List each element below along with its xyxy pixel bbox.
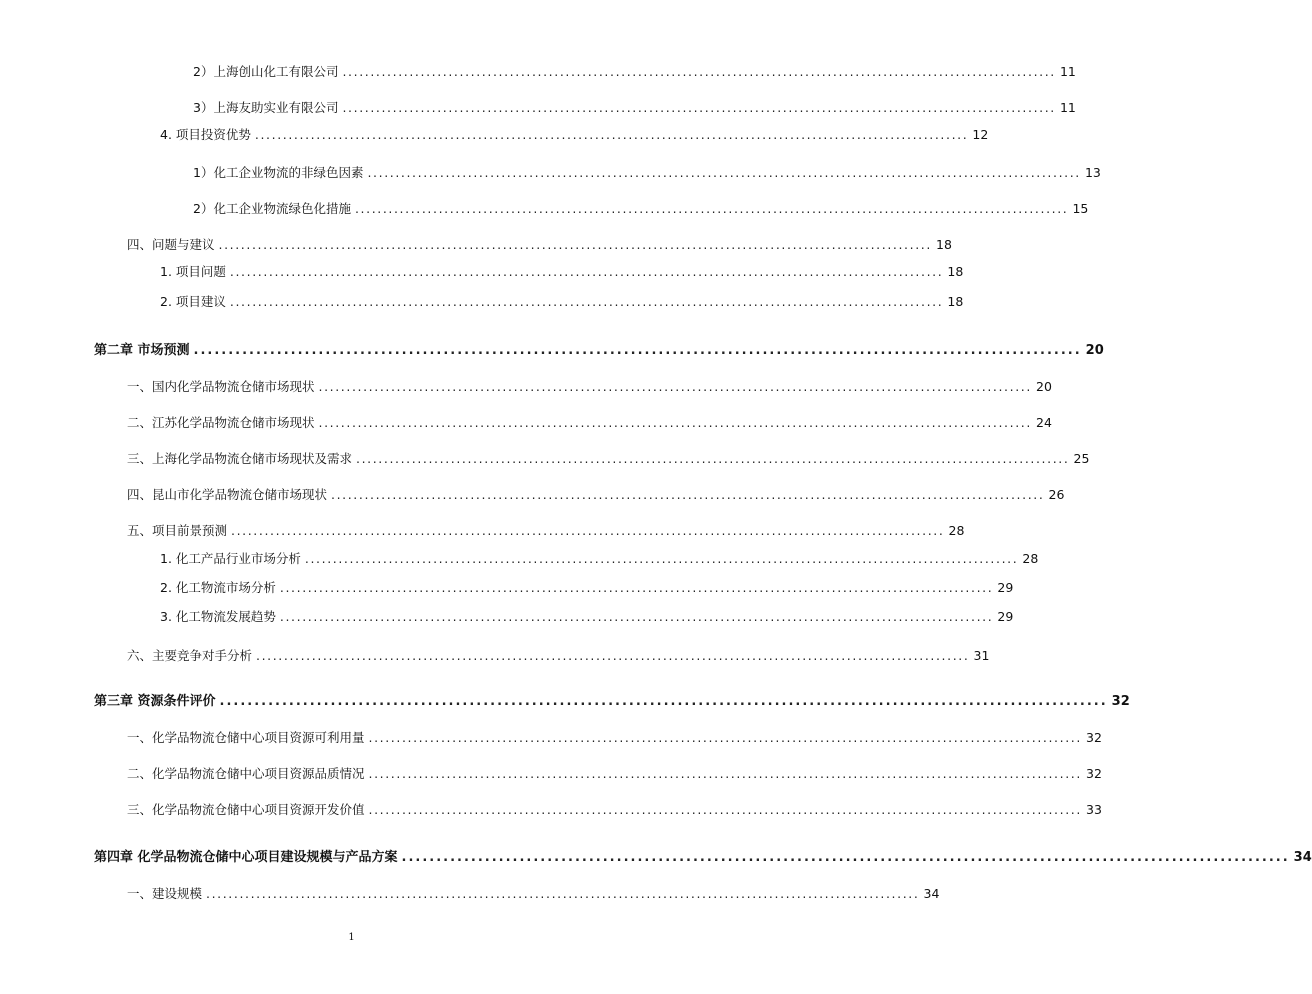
- toc-leader-dots: ................................................................................................................................: [356, 451, 1070, 466]
- toc-entry-title: 2）上海创山化工有限公司: [193, 64, 339, 79]
- toc-entry[interactable]: [160, 609, 1014, 625]
- toc-entry-title: 六、主要竞争对手分析: [127, 648, 253, 663]
- toc-entry-page: 15: [1072, 201, 1089, 216]
- toc-entry-title: 1. 化工产品行业市场分析: [160, 551, 301, 566]
- toc-entry-page: 28: [948, 523, 965, 538]
- toc-entry-page: 11: [1059, 100, 1076, 115]
- toc-leader-dots: ................................................................................................................................: [331, 487, 1045, 502]
- toc-chapter-entry[interactable]: [94, 694, 1130, 710]
- toc-entry[interactable]: [193, 165, 1101, 181]
- toc-entry-title: 1）化工企业物流的非绿色因素: [193, 165, 364, 180]
- toc-entry-page: 32: [1111, 694, 1130, 709]
- toc-leader-dots: ................................................................................................................................: [368, 730, 1082, 745]
- toc-entry-page: 34: [1293, 850, 1312, 865]
- toc-entry-title: 二、化学品物流仓储中心项目资源品质情况: [127, 766, 365, 781]
- toc-entry[interactable]: [160, 264, 964, 280]
- toc-leader-dots: ................................................................................................................................: [368, 766, 1082, 781]
- toc-entry[interactable]: [193, 201, 1089, 217]
- toc-leader-dots: ................................................................................................................................: [254, 127, 969, 142]
- toc-leader-dots: ................................................................................................................................: [279, 609, 994, 624]
- toc-entry-page: 32: [1086, 766, 1102, 781]
- toc-entry-page: 26: [1048, 487, 1065, 502]
- toc-entry[interactable]: [127, 730, 1102, 746]
- toc-leader-dots: ................................................................................................................................: [206, 886, 920, 901]
- page-number: 1: [348, 932, 355, 943]
- toc-entry[interactable]: [127, 766, 1102, 782]
- toc-entry-title: 3）上海友助实业有限公司: [193, 100, 339, 115]
- toc-entry-title: 2）化工企业物流绿色化措施: [193, 201, 351, 216]
- toc-entry-page: 34: [923, 886, 940, 901]
- toc-entry-page: 32: [1086, 730, 1102, 745]
- toc-leader-dots: ................................................................................................................................: [218, 237, 932, 252]
- toc-entry-title: 四、问题与建议: [127, 237, 215, 252]
- toc-entry[interactable]: [127, 451, 1090, 467]
- toc-entry-page: 18: [947, 264, 964, 279]
- toc-entry-title: 四、昆山市化学品物流仓储市场现状: [127, 487, 328, 502]
- toc-leader-dots: ................................................................................................................................: [229, 294, 944, 309]
- toc-entry-page: 12: [972, 127, 989, 142]
- toc-leader-dots: ................................................................................................................................: [219, 694, 1108, 709]
- toc-chapter-entry[interactable]: [94, 343, 1104, 359]
- toc-entry-page: 29: [997, 580, 1014, 595]
- toc-entry-page: 31: [973, 648, 990, 663]
- toc-chapter-entry[interactable]: [94, 850, 1312, 866]
- toc-entry-title: 3. 化工物流发展趋势: [160, 609, 276, 624]
- toc-entry-title: 一、国内化学品物流仓储市场现状: [127, 379, 315, 394]
- toc-entry-title: 第三章 资源条件评价: [94, 694, 216, 709]
- toc-entry-page: 18: [936, 237, 952, 252]
- toc-entry[interactable]: [127, 487, 1065, 503]
- toc-entry[interactable]: [127, 802, 1102, 818]
- toc-leader-dots: ................................................................................................................................: [354, 201, 1069, 216]
- toc-leader-dots: ................................................................................................................................: [368, 802, 1082, 817]
- toc-entry-title: 一、化学品物流仓储中心项目资源可利用量: [127, 730, 365, 745]
- toc-entry-page: 24: [1036, 415, 1052, 430]
- toc-leader-dots: ................................................................................................................................: [318, 379, 1032, 394]
- toc-entry-title: 五、项目前景预测: [127, 523, 228, 538]
- toc-entry-title: 三、化学品物流仓储中心项目资源开发价值: [127, 802, 365, 817]
- toc-entry[interactable]: [127, 648, 990, 664]
- toc-entry-page: 18: [947, 294, 964, 309]
- toc-entry-page: 13: [1084, 165, 1101, 180]
- toc-entry[interactable]: [160, 127, 989, 143]
- toc-entry[interactable]: [160, 551, 1039, 567]
- toc-entry-title: 2. 化工物流市场分析: [160, 580, 276, 595]
- toc-entry-title: 第四章 化学品物流仓储中心项目建设规模与产品方案: [94, 850, 398, 865]
- toc-entry[interactable]: [160, 580, 1014, 596]
- toc-leader-dots: ................................................................................................................................: [342, 64, 1056, 79]
- toc-entry-title: 2. 项目建议: [160, 294, 226, 309]
- toc-entry[interactable]: [127, 886, 940, 902]
- toc-leader-dots: ................................................................................................................................: [367, 165, 1081, 180]
- toc-entry-page: 33: [1086, 802, 1102, 817]
- toc-entry[interactable]: [127, 379, 1052, 395]
- toc-leader-dots: ................................................................................................................................: [401, 850, 1290, 865]
- toc-entry-title: 二、江苏化学品物流仓储市场现状: [127, 415, 315, 430]
- toc-leader-dots: ................................................................................................................................: [193, 343, 1082, 358]
- toc-entry[interactable]: [127, 523, 965, 539]
- toc-entry[interactable]: [160, 294, 964, 310]
- toc-entry-title: 三、上海化学品物流仓储市场现状及需求: [127, 451, 353, 466]
- toc-entry[interactable]: [193, 100, 1076, 116]
- toc-entry-title: 第二章 市场预测: [94, 343, 190, 358]
- toc-entry-page: 11: [1059, 64, 1076, 79]
- toc-entry-page: 25: [1073, 451, 1090, 466]
- toc-leader-dots: ................................................................................................................................: [256, 648, 970, 663]
- toc-entry[interactable]: [127, 415, 1052, 431]
- toc-leader-dots: ................................................................................................................................: [342, 100, 1056, 115]
- toc-entry-page: 20: [1036, 379, 1052, 394]
- toc-entry-title: 4. 项目投资优势: [160, 127, 251, 142]
- toc-leader-dots: ................................................................................................................................: [318, 415, 1032, 430]
- toc-entry-title: 1. 项目问题: [160, 264, 226, 279]
- toc-entry[interactable]: [127, 237, 952, 253]
- toc-entry-page: 20: [1085, 343, 1104, 358]
- toc-leader-dots: ................................................................................................................................: [279, 580, 994, 595]
- toc-leader-dots: ................................................................................................................................: [229, 264, 944, 279]
- toc-entry[interactable]: [193, 64, 1076, 80]
- toc-leader-dots: ................................................................................................................................: [231, 523, 945, 538]
- toc-leader-dots: ................................................................................................................................: [304, 551, 1019, 566]
- toc-entry-page: 29: [997, 609, 1014, 624]
- toc-entry-page: 28: [1022, 551, 1039, 566]
- toc-entry-title: 一、建设规模: [127, 886, 203, 901]
